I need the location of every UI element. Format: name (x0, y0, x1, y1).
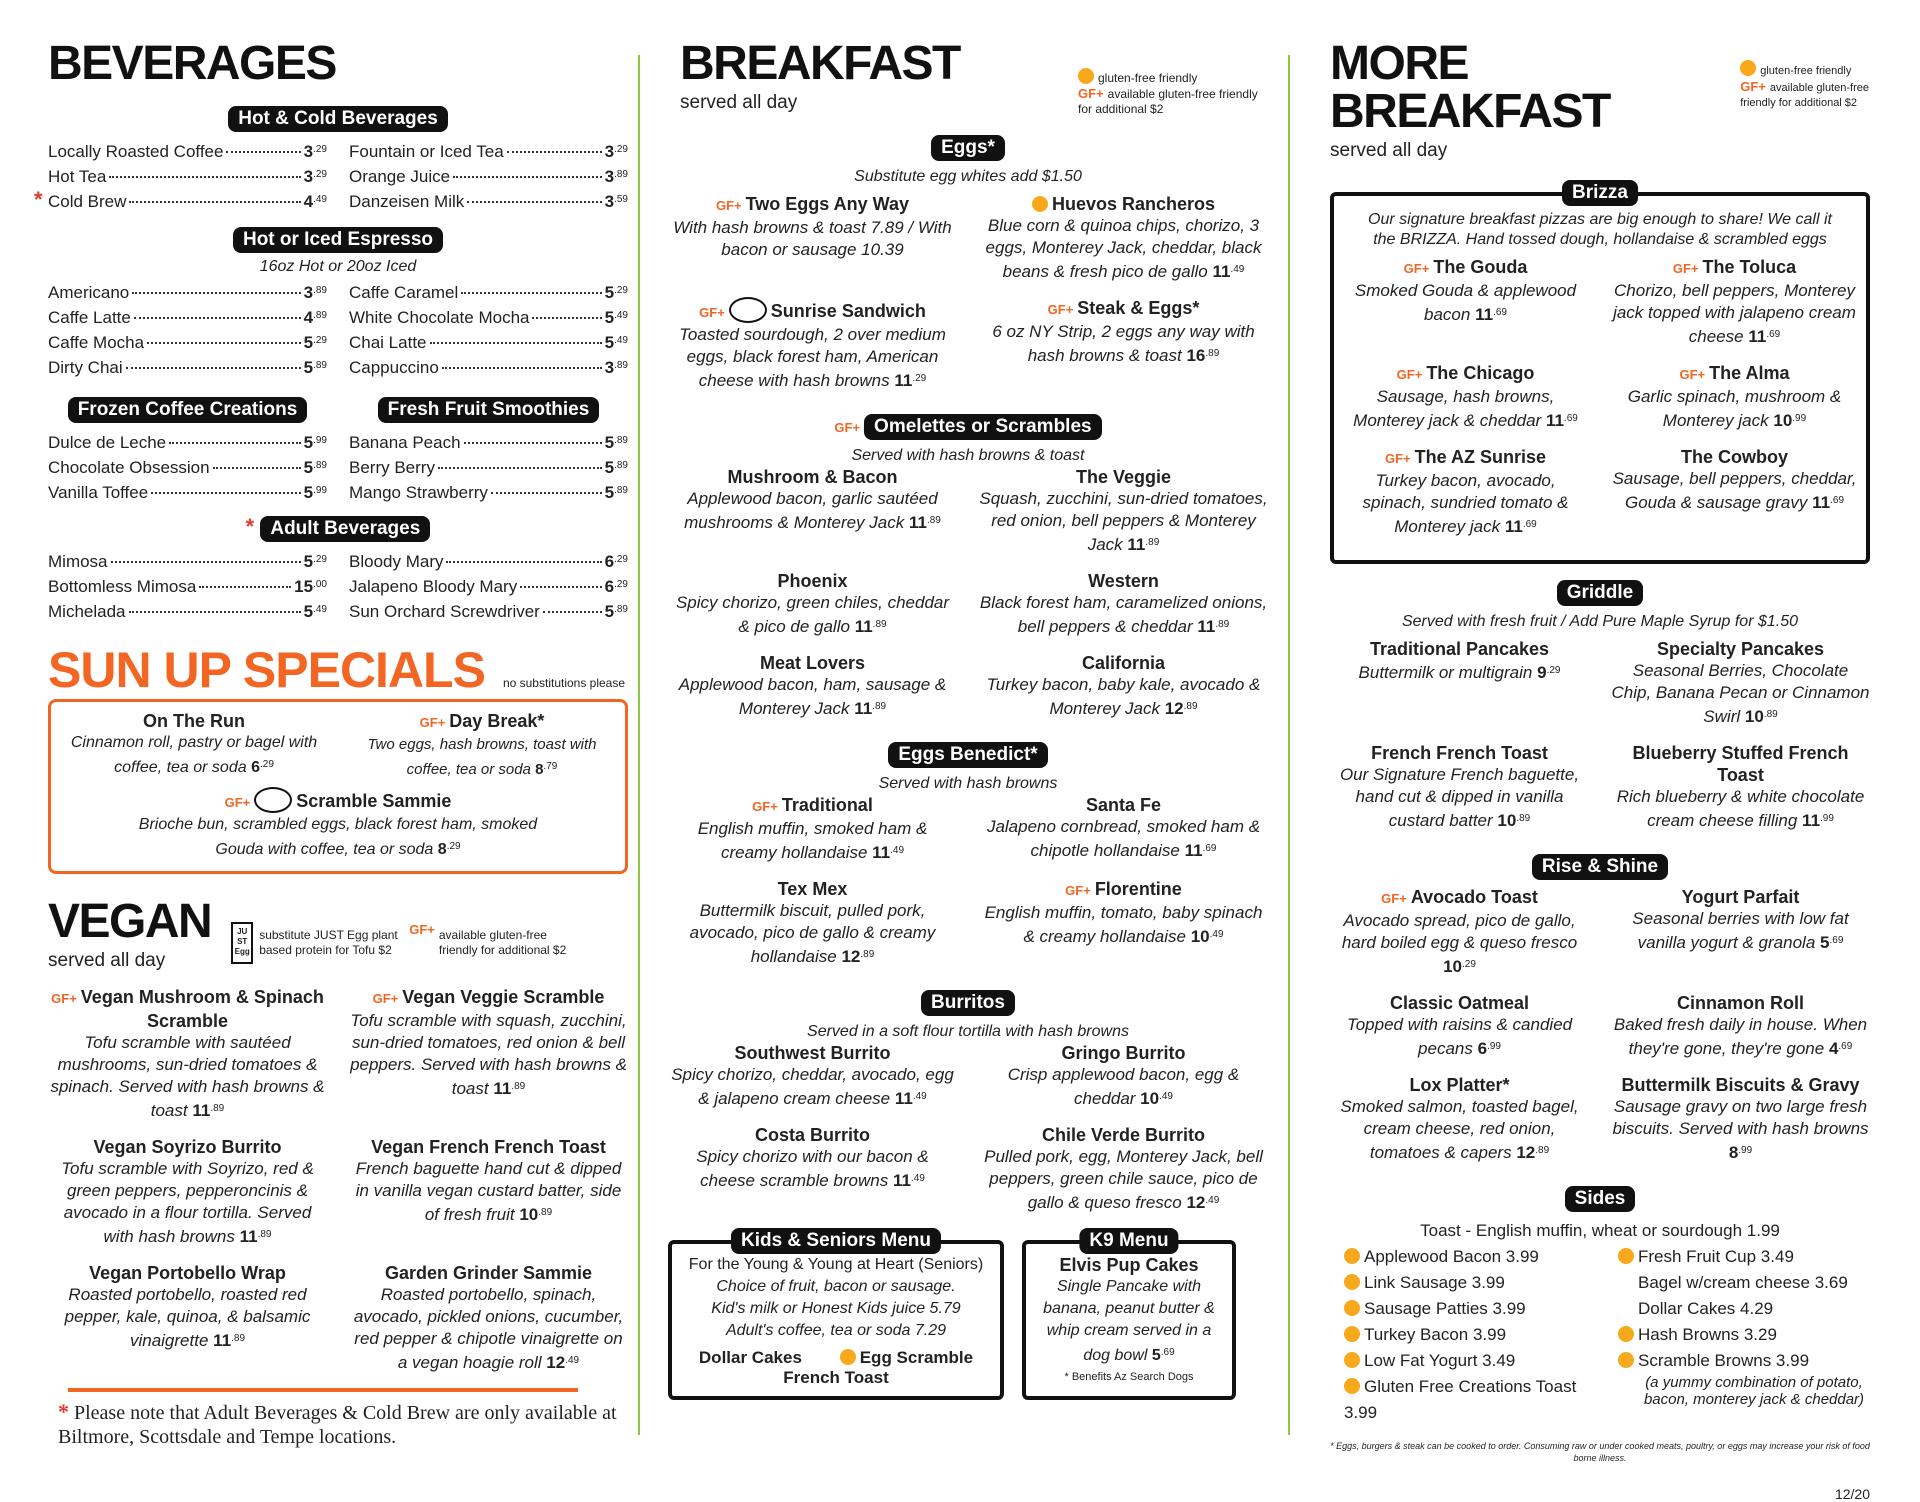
item-price: $5^{.49}$ (604, 308, 628, 327)
item-price: $6^{.29}$ (604, 577, 628, 596)
side-item: Low Fat Yogurt 3.49 (1344, 1348, 1596, 1374)
item-price: $5^{.49}$ (303, 602, 327, 621)
kids-label: Kids & Seniors Menu (731, 1228, 941, 1254)
item-name: Garden Grinder Sammie (384, 1263, 593, 1283)
item-name: Two Eggs Any Way (745, 194, 909, 214)
item-name: Locally Roasted Coffee (48, 142, 224, 161)
adult-list (48, 548, 628, 623)
menu-item (349, 1262, 628, 1374)
menu-item (668, 1042, 957, 1110)
menu-item (1611, 992, 1870, 1060)
menu-item (668, 570, 957, 638)
gf-icon (1344, 1378, 1360, 1394)
item-name: Banana Peach (349, 433, 461, 452)
item-name: Fountain or Iced Tea (349, 142, 504, 161)
item-name: The Alma (1709, 363, 1790, 383)
menu-item (1330, 638, 1589, 728)
item-desc: Sausage, bell peppers, cheddar, Gouda & sausage gravy $11^{.69}$ (1612, 469, 1857, 512)
item-name: The AZ Sunrise (1414, 447, 1546, 467)
item-name: Americano (48, 283, 130, 302)
item-name: On The Run (143, 711, 245, 731)
gf-icon (1618, 1352, 1634, 1368)
item-desc: Avocado spread, pico de gallo, hard boiled egg & queso fresco $10^{.29}$ (1341, 911, 1578, 976)
item-name: Florentine (1094, 879, 1182, 899)
side-item: Dollar Cakes 4.29 (1638, 1299, 1774, 1318)
item-name: Classic Oatmeal (1389, 993, 1530, 1013)
smoothies-list (349, 429, 628, 504)
item-price: $3^{.29}$ (604, 142, 628, 161)
side-item: Sausage Patties 3.99 (1344, 1296, 1596, 1322)
price-row (349, 479, 628, 504)
item-name: The Cowboy (1681, 447, 1788, 467)
item-name: Caffe Mocha (48, 333, 145, 352)
item-price: $6^{.29}$ (604, 552, 628, 571)
item-name: Specialty Pancakes (1656, 639, 1825, 659)
more-sub: served all day (1330, 140, 1448, 161)
item-price: $5^{.29}$ (303, 333, 327, 352)
menu-item (1330, 1074, 1589, 1164)
sunup-box: On The Run Cinnamon roll, pastry or bagel with coffee, tea or soda $6^{.29}$ GF+ Day Break* Two eggs, hash browns, toast with coffee, tea or soda $8^{.79}$ GF+ Scramble Sammie Brioche bun, scrambled eggs, black forest ham, smoked Gouda with coffee, tea or soda $8^{.29}$ (48, 699, 628, 874)
menu-item: GF+ The Chicago Sausage, hash browns, Monterey jack & cheddar $11^{.69}$ (1342, 362, 1589, 432)
item-name: Orange Juice (349, 167, 451, 186)
item-price: $5^{.89}$ (604, 458, 628, 477)
item-desc: Buttermilk or multigrain $9^{.29}$ (1358, 663, 1561, 682)
just-egg-icon: JU ST Egg (231, 922, 253, 964)
item-desc: Pulled pork, egg, Monterey Jack, bell peppers, green chile sauce, pico de gallo & queso fresco $12^{.49}$ (984, 1147, 1263, 1212)
item-name: French French Toast (1371, 743, 1548, 763)
menu-item (1330, 742, 1589, 832)
price-row (349, 188, 628, 213)
price-row: * Cold Brew $4^{.49}$ (34, 187, 327, 212)
item-desc: French baguette hand cut & dipped in vanilla vegan custard batter, side of fresh fruit $10^{.89}$ (355, 1159, 622, 1224)
menu-item: GF+ The Alma Garlic spinach, mushroom & Monterey jack $10^{.99}$ (1611, 362, 1858, 432)
menu-item (1611, 638, 1870, 728)
menu-item (48, 1262, 327, 1374)
item-name: Bottomless Mimosa (48, 577, 197, 596)
item-desc: Sausage, hash browns, Monterey jack & cheddar $11^{.69}$ (1353, 387, 1578, 430)
brizza-box (1330, 182, 1870, 564)
item-name: Cappuccino (349, 358, 439, 377)
item-desc: Garlic spinach, mushroom & Monterey jack $10^{.99}$ (1627, 387, 1842, 430)
price-row (48, 598, 327, 623)
item-desc: Topped with raisins & candied pecans $6^{.99}$ (1346, 1015, 1573, 1058)
item-desc: Crisp applewood bacon, egg & cheddar $10^{.49}$ (1007, 1065, 1240, 1108)
item-desc: Jalapeno cornbread, smoked ham & chipotle hollandaise $11^{.69}$ (986, 817, 1261, 860)
item-desc: Seasonal berries with low fat vanilla yogurt & granola $5^{.69}$ (1632, 909, 1849, 952)
item-name: Vegan Soyrizo Burrito (93, 1137, 282, 1157)
item-price: $4^{.89}$ (303, 308, 327, 327)
menu-item (668, 652, 957, 720)
item-name: The Toluca (1702, 257, 1797, 277)
vegan-items (48, 986, 628, 1388)
espresso-note: 16oz Hot or 20oz Iced (259, 258, 417, 275)
item-name: Jalapeno Bloody Mary (349, 577, 518, 596)
item-name: California (1081, 653, 1165, 673)
sunup-title: SUN UP SPECIALS (48, 642, 485, 698)
benedict-items (668, 794, 1268, 982)
item-desc: Squash, zucchini, sun-dried tomatoes, red onion, bell peppers & Monterey Jack $11^{.89}$ (979, 489, 1268, 554)
item-desc: Applewood bacon, garlic sautéed mushrooms & Monterey Jack $11^{.89}$ (684, 489, 941, 532)
frozen-label: Frozen Coffee Creations (68, 397, 308, 423)
brizza-label: Brizza (1562, 180, 1638, 206)
item-price: $15^{.00}$ (294, 577, 327, 596)
egg-logo-icon (254, 787, 292, 813)
item-name: Berry Berry (349, 458, 435, 477)
rise-label: Rise & Shine (1532, 854, 1668, 880)
beverages-column: BEVERAGES Hot & Cold Beverages Locally Roasted Coffee $3^{.29}$ Hot Tea $3^{.29}$ * Cold Brew $4^{.49}$ Fountain or Iced Tea $3^{.29}$ Orange Juice $3^{.89}$ Danzeisen Milk $3^{.59}$ Hot or Iced Espresso 16oz Hot or 20oz Iced Americano $3^{.89}$ Caffe Latte $4^{.89}$ Caffe Mocha $5^{.29}$ Dirty Chai $5^{.89}$ Caffe Caramel $5^{.29}$ White Chocolate Mocha $5^{.49}$ Chai Latte $5^{.49}$ Cappuccino $3^{.89}$ Frozen Coffee Creations Dulce de Leche $5^{.99}$ Chocolate Obsession $5^{.89}$ Vanilla Toffee $5^{.99}$ Fresh Fruit Smoothies Banana Peach $5^{.89}$ Berry Berry $5^{.89}$ Mango Strawberry $5^{.89}$ * Adult Beverages Mimosa $5^{.29}$ Bottomless Mimosa $15^{.00}$ Michelada $5^{.49}$ Bloody Mary $6^{.29}$ Jalapeno Bloody Mary $6^{.29}$ Sun Orchard Screwdriver $5^{.89}$ SUN UP SPECIALS no substitutions please On The Run Cinnamon roll, pastry or bagel with coffee, tea or soda $6^{.29}$ GF+ Day Break* Two eggs, hash browns, toast with coffee, tea or soda $8^{.79}$ GF+ Scramble Sammie Brioche bun, scrambled eggs, black forest ham, smoked Gouda with coffee, tea or soda $8^{.29}$ VEGAN served all day JU ST Egg substitute JUST Egg plant based protein for Tofu $2 GF+ available gluten-free friendly for additional $2 GF+ Vegan Mushroom & Spinach Scramble Tofu scramble with sautéed mushrooms, sun-dried tomatoes & spinach. Served with hash browns & toast $11^{.89}$ GF+ Vegan Veggie Scramble Tofu scramble with squash, zucchini, sun-dried tomatoes, red onion & bell peppers. Served with hash browns & toast $11^{.89}$ Vegan Soyrizo Burrito Tofu scramble with Soyrizo, red & green peppers, pepperoncinis & avocado in a flour tortilla. Served with hash browns $11^{.89}$ Vegan French French Toast French baguette hand cut & dipped in vanilla vegan custard batter, side of fresh fruit $10^{.89}$ Vegan Portobello Wrap Roasted portobello, roasted red pepper, kale, quinoa, & balsamic vinaigrette $11^{.89}$ Garden Grinder Sammie Roasted portobello, spinach, avocado, pickled onions, cucumber, red pepper & chipotle vinaigrette on a vegan hoagie roll $12^{.49}$ * Please note that Adult Beverages & Cold Brew are only available at Biltmore, Scottsdale and Tempe locations. (34, 37, 628, 1448)
price-row (48, 138, 327, 163)
item-name: Mimosa (48, 552, 108, 571)
item-name: Costa Burrito (754, 1125, 870, 1145)
item-price: $3^{.89}$ (303, 283, 327, 302)
item-desc: Roasted portobello, spinach, avocado, pickled onions, cucumber, red pepper & chipotle vinaigrette on a vegan hoagie roll $12^{.49}$ (353, 1285, 624, 1372)
item-price: $5^{.89}$ (604, 433, 628, 452)
breakfast-title: BREAKFAST (680, 37, 960, 90)
gf-icon (1344, 1274, 1360, 1290)
item-name: Bloody Mary (349, 552, 444, 571)
price-row (349, 138, 628, 163)
price-row (349, 454, 628, 479)
more-breakfast-column: MORE BREAKFAST served all day gluten-free friendly GF+ available gluten-free friendly for additional $2 Brizza Our signature breakfast pizzas are big enough to share! We call it the BRIZZA. Hand tossed dough, hollandaise & scrambled eggs GF+ The Gouda Smoked Gouda & applewood bacon $11^{.69}$ GF+ The Toluca Chorizo, bell peppers, Monterey jack topped with jalapeno cream cheese $11^{.69}$ GF+ The Chicago Sausage, hash browns, Monterey jack & cheddar $11^{.69}$ GF+ The Alma Garlic spinach, mushroom & Monterey jack $10^{.99}$ GF+ The AZ Sunrise Turkey bacon, avocado, spinach, sundried tomato & Monterey jack $11^{.69}$ The Cowboy Sausage, bell peppers, cheddar, Gouda & sausage gravy $11^{.69}$ Griddle Served with fresh fruit / Add Pure Maple Syrup for $1.50 Traditional Pancakes Buttermilk or multigrain $9^{.29}$ Specialty Pancakes Seasonal Berries, Chocolate Chip, Banana Pecan or Cinnamon Swirl $10^{.89}$ French French Toast Our Signature French baguette, hand cut & dipped in vanilla custard batter $10^{.89}$ Blueberry Stuffed French Toast Rich blueberry & white chocolate cream cheese filling $11^{.99}$ Rise & Shine GF+ Avocado Toast Avocado spread, pico de gallo, hard boiled egg & queso fresco $10^{.29}$ Yogurt Parfait Seasonal berries with low fat vanilla yogurt & granola $5^{.69}$ Classic Oatmeal Topped with raisins & candied pecans $6^{.99}$ Cinnamon Roll Baked fresh daily in house. When they're gone, they're gone $4^{.69}$ Lox Platter* Smoked salmon, toasted bagel, cream cheese, red onion, tomatoes & capers $12^{.89}$ Buttermilk Biscuits & Gravy Sausage gravy on two large fresh biscuits. Served with hash browns $8^{.99}$ Sides Toast - English muffin, wheat or sourdough 1.99 Applewood Bacon 3.99 Link Sausage 3.99 Sausage Patties 3.99 Turkey Bacon 3.99 Low Fat Yogurt 3.49 Gluten Free Creations Toast 3.99 Fresh Fruit Cup 3.49 Bagel w/cream cheese 3.69 Dollar Cakes 4.29 Hash Browns 3.29 Scramble Browns 3.99 (a yummy combination of potato, bacon, monterey jack & cheddar) * Eggs, burgers & steak can be cooked to order. Consuming raw or under cooked meats, poultry, or eggs may increase your risk of food borne illness. 12/20 (1330, 37, 1870, 1502)
item-name: Sunrise Sandwich (770, 301, 926, 321)
vegan-sub: served all day (48, 950, 166, 971)
item-name: Day Break* (449, 711, 545, 731)
benedict-note: Served with hash browns (878, 775, 1058, 792)
menu-item: GF+ The AZ Sunrise Turkey bacon, avocado, spinach, sundried tomato & Monterey jack $11^{.69}$ (1342, 446, 1589, 538)
item-name: Chai Latte (349, 333, 427, 352)
item-desc: Applewood bacon, ham, sausage & Monterey Jack $11^{.89}$ (678, 675, 947, 718)
item-price: $4^{.49}$ (303, 192, 327, 211)
price-row (349, 163, 628, 188)
price-row (48, 279, 327, 304)
item-name: Dulce de Leche (48, 433, 167, 452)
gf-icon (1344, 1248, 1360, 1264)
price-row (48, 479, 327, 504)
item-desc: Turkey bacon, baby kale, avocado & Monterey Jack $12^{.89}$ (986, 675, 1261, 718)
item-desc: Spicy chorizo, cheddar, avocado, egg & jalapeno cream cheese $11^{.49}$ (671, 1065, 954, 1108)
side-item: Link Sausage 3.99 (1344, 1270, 1596, 1296)
menu-item (1611, 886, 1870, 978)
item-name: Hot Tea (48, 167, 107, 186)
omelettes-items (668, 466, 1268, 734)
menu-item (668, 466, 957, 556)
item-name: Lox Platter* (1409, 1075, 1510, 1095)
item-desc: Smoked salmon, toasted bagel, cream cheese, red onion, tomatoes & capers $12^{.89}$ (1340, 1097, 1579, 1162)
item-price: $5^{.29}$ (303, 552, 327, 571)
gf-icon (1078, 68, 1094, 84)
menu-item (349, 1136, 628, 1248)
item-name: White Chocolate Mocha (349, 308, 530, 327)
item-price: $5^{.29}$ (604, 283, 628, 302)
item-name: Tex Mex (777, 879, 848, 899)
price-row (349, 548, 628, 573)
egg-logo-icon (729, 297, 767, 323)
adult-label: Adult Beverages (260, 516, 430, 542)
price-row (349, 329, 628, 354)
item-name: Michelada (48, 602, 126, 621)
item-price: $5^{.89}$ (604, 483, 628, 502)
price-row (48, 354, 327, 379)
item-name: Vegan Portobello Wrap (89, 1263, 286, 1283)
hot-cold-list (34, 138, 628, 213)
side-item: Gluten Free Creations Toast 3.99 (1344, 1377, 1577, 1422)
menu-item (979, 570, 1268, 638)
item-name: Yogurt Parfait (1681, 887, 1800, 907)
item-name: Traditional Pancakes (1369, 639, 1550, 659)
omelettes-label: Omelettes or Scrambles (864, 414, 1102, 440)
scramble-note: (a yummy combination of potato, bacon, monterey jack & cheddar) (1643, 1374, 1865, 1408)
gf-icon (1344, 1300, 1360, 1316)
item-name: Mango Strawberry (349, 483, 488, 502)
item-name: Mushroom & Bacon (727, 467, 898, 487)
item-desc: Spicy chorizo with our bacon & cheese scramble browns $11^{.49}$ (696, 1147, 929, 1190)
item-name: Danzeisen Milk (349, 192, 465, 211)
item-desc: English muffin, smoked ham & creamy hollandaise $11^{.49}$ (697, 819, 928, 862)
side-item: Fresh Fruit Cup 3.49 (1618, 1244, 1870, 1270)
rise-items (1330, 886, 1870, 1178)
griddle-label: Griddle (1557, 580, 1644, 606)
sides-left (1344, 1244, 1596, 1426)
gf-icon (1618, 1248, 1634, 1264)
item-desc: With hash browns & toast 7.89 / With bacon or sausage 10.39 (673, 218, 952, 259)
item-name: Avocado Toast (1410, 887, 1538, 907)
sides-label: Sides (1565, 1186, 1636, 1212)
item-desc: Buttermilk biscuit, pulled pork, avocado, pico de gallo & creamy hollandaise $12^{.89}$ (689, 901, 936, 966)
menu-item (48, 1136, 327, 1248)
item-price: $3^{.59}$ (604, 192, 628, 211)
espresso-label: Hot or Iced Espresso (233, 227, 443, 253)
menu-item (1330, 992, 1589, 1060)
item-name: Dirty Chai (48, 358, 123, 377)
item-name: Vegan Mushroom & Spinach Scramble (80, 987, 324, 1031)
side-item: Turkey Bacon 3.99 (1344, 1322, 1596, 1348)
more-title: MORE BREAKFAST (1330, 37, 1610, 138)
menu-item (979, 466, 1268, 556)
item-price: $5^{.99}$ (303, 483, 327, 502)
gf-icon (840, 1349, 856, 1365)
item-name: Vegan Veggie Scramble (402, 987, 605, 1007)
item-price: $5^{.99}$ (303, 433, 327, 452)
disclaimer: * Eggs, burgers & steak can be cooked to order. Consuming raw or under cooked meats, poultry, or eggs may increase your risk of food borne illness. (1330, 1441, 1870, 1463)
item-desc: Sausage gravy on two large fresh biscuits. Served with hash browns $8^{.99}$ (1612, 1097, 1869, 1162)
side-item: Scramble Browns 3.99 (1618, 1348, 1870, 1374)
item-name: Huevos Rancheros (1051, 194, 1216, 214)
column-divider (1288, 55, 1290, 1435)
item-desc: Tofu scramble with squash, zucchini, sun-dried tomatoes, red onion & bell peppers. Served with hash browns & toast $11^{.89}$ (350, 1011, 627, 1098)
k9-label: K9 Menu (1079, 1228, 1178, 1254)
menu-item: GF+ Vegan Veggie Scramble Tofu scramble with squash, zucchini, sun-dried tomatoes, red onion & bell peppers. Served with hash browns & toast $11^{.89}$ (350, 987, 627, 1098)
k9-menu-box: K9 Menu Elvis Pup Cakes Single Pancake with banana, peanut butter & whip cream served in a dog bowl $5^{.69}$ * Benefits Az Search Dogs (1022, 1240, 1236, 1400)
item-name: Scramble Sammie (296, 791, 452, 811)
item-name: Southwest Burrito (734, 1043, 891, 1063)
item-name: Blueberry Stuffed French Toast (1632, 743, 1849, 785)
sunup-note: no substitutions please (502, 676, 626, 690)
menu-item (1611, 446, 1858, 538)
item-price: $3^{.89}$ (604, 167, 628, 186)
item-name: Buttermilk Biscuits & Gravy (1621, 1075, 1860, 1095)
frozen-list (48, 429, 327, 504)
menu-item: GF+ The Gouda Smoked Gouda & applewood bacon $11^{.69}$ (1342, 256, 1589, 348)
gf-icon (1032, 196, 1048, 212)
gf-icon (1344, 1352, 1360, 1368)
price-row (349, 429, 628, 454)
price-row (48, 329, 327, 354)
sides-right (1618, 1244, 1870, 1374)
item-price: $3^{.29}$ (303, 142, 327, 161)
vegan-title: VEGAN (48, 895, 212, 948)
item-name: Traditional (781, 795, 873, 815)
just-note: substitute JUST Egg plant based protein for Tofu $2 (259, 928, 398, 957)
item-price: $3^{.29}$ (303, 167, 327, 186)
menu-item (979, 794, 1268, 864)
price-row (349, 279, 628, 304)
menu-item: GF+ Traditional English muffin, smoked ham & creamy hollandaise $11^{.49}$ (668, 794, 957, 864)
kids-menu-box: Kids & Seniors Menu For the Young & Young at Heart (Seniors) Choice of fruit, bacon or sausage. Kid's milk or Honest Kids juice 5.79 Adult's coffee, tea or soda 7.29 Dollar Cakes Egg Scramble French Toast (668, 1240, 1004, 1400)
omelettes-note: Served with hash browns & toast (851, 447, 1085, 464)
item-desc: Turkey bacon, avocado, spinach, sundried tomato & Monterey jack $11^{.69}$ (1362, 471, 1569, 536)
burritos-note: Served in a soft flour tortilla with hash browns (807, 1023, 1129, 1040)
menu-item (1611, 1074, 1870, 1164)
item-desc: Baked fresh daily in house. When they're gone, they're gone $4^{.69}$ (1613, 1015, 1868, 1058)
item-desc: Seasonal Berries, Chocolate Chip, Banana Pecan or Cinnamon Swirl $10^{.89}$ (1611, 661, 1870, 726)
menu-item (979, 1124, 1268, 1214)
vegan-footnote: Please note that Adult Beverages & Cold Brew are only available at Biltmore, Scottsdale and Tempe locations. (58, 1402, 617, 1448)
brizza-note: Our signature breakfast pizzas are big enough to share! We call it the BRIZZA. Hand tossed dough, hollandaise & scrambled eggs (1368, 211, 1832, 248)
item-desc: Tofu scramble with Soyrizo, red & green peppers, pepperoncinis & avocado in a flour tortilla. Served with hash browns $11^{.89}$ (61, 1159, 314, 1246)
griddle-items (1330, 638, 1870, 846)
side-item: Bagel w/cream cheese 3.69 (1638, 1273, 1848, 1292)
item-name: Gringo Burrito (1061, 1043, 1186, 1063)
breakfast-sub: served all day (680, 92, 798, 113)
smoothies-label: Fresh Fruit Smoothies (378, 397, 600, 423)
item-name: The Gouda (1433, 257, 1528, 277)
burritos-label: Burritos (921, 990, 1015, 1016)
item-desc: Smoked Gouda & applewood bacon $11^{.69}$ (1354, 281, 1577, 324)
price-row (349, 354, 628, 379)
item-desc: Our Signature French baguette, hand cut & dipped in vanilla custard batter $10^{.89}$ (1339, 765, 1580, 830)
price-row (48, 304, 327, 329)
item-name: The Chicago (1426, 363, 1535, 383)
menu-item (1611, 742, 1870, 832)
gf-icon (1740, 60, 1756, 76)
item-desc: English muffin, tomato, baby spinach & creamy hollandaise $10^{.49}$ (984, 903, 1263, 946)
column-divider (638, 55, 640, 1435)
gf-icon (1344, 1326, 1360, 1342)
menu-item (668, 1124, 957, 1214)
item-price: $5^{.49}$ (604, 333, 628, 352)
burritos-items (668, 1042, 1268, 1228)
menu-item (979, 652, 1268, 720)
item-price: $5^{.89}$ (604, 602, 628, 621)
side-item: Hash Browns 3.29 (1618, 1322, 1870, 1348)
menu-item: GF+ Florentine English muffin, tomato, baby spinach & creamy hollandaise $10^{.49}$ (979, 878, 1268, 968)
benedict-label: Eggs Benedict* (888, 742, 1047, 768)
item-price: $5^{.89}$ (303, 358, 327, 377)
item-name: Santa Fe (1085, 795, 1162, 815)
item-desc: Chorizo, bell peppers, Monterey jack topped with jalapeno cream cheese $11^{.69}$ (1613, 281, 1856, 346)
item-price: $3^{.89}$ (604, 358, 628, 377)
menu-item: GF+ Vegan Mushroom & Spinach Scramble Tofu scramble with sautéed mushrooms, sun-dried tomatoes & spinach. Served with hash browns & toast $11^{.89}$ (48, 986, 327, 1122)
price-row (349, 598, 628, 623)
menu-item: GF+ The Toluca Chorizo, bell peppers, Monterey jack topped with jalapeno cream cheese $11^{.69}$ (1611, 256, 1858, 348)
item-desc: Tofu scramble with sautéed mushrooms, sun-dried tomatoes & spinach. Served with hash browns & toast $11^{.89}$ (50, 1033, 325, 1120)
item-name: The Veggie (1075, 467, 1172, 487)
item-name: Vanilla Toffee (48, 483, 149, 502)
toast-line: Toast - English muffin, wheat or sourdough 1.99 (1420, 1221, 1780, 1240)
item-name: Chocolate Obsession (48, 458, 210, 477)
espresso-list (48, 279, 628, 379)
item-name: Western (1088, 571, 1159, 591)
price-row (48, 429, 327, 454)
item-name: Chile Verde Burrito (1041, 1125, 1206, 1145)
vegan-gf-note: available gluten-free friendly for additional $2 (438, 928, 567, 957)
eggs-label: Eggs* (931, 135, 1005, 161)
item-desc: Spicy chorizo, green chiles, cheddar & pico de gallo $11^{.89}$ (675, 593, 950, 636)
breakfast-column: BREAKFAST served all day gluten-free friendly GF+ available gluten-free friendly for additional $2 Eggs* Substitute egg whites add $1.50 GF+ Two Eggs Any Way With hash browns & toast 7.89 / With bacon or sausage 10.39 Huevos Rancheros Blue corn & quinoa chips, chorizo, 3 eggs, Monterey Jack, cheddar, black beans & fresh pico de gallo $11^{.49}$ GF+ Sunrise Sandwich Toasted sourdough, 2 over medium eggs, black forest ham, American cheese with hash browns $11^{.29}$ GF+ Steak & Eggs* 6 oz NY Strip, 2 eggs any way with hash browns & toast $16^{.89}$ GF+ Omelettes or Scrambles Served with hash browns & toast Mushroom & Bacon Applewood bacon, garlic sautéed mushrooms & Monterey Jack $11^{.89}$ The Veggie Squash, zucchini, sun-dried tomatoes, red onion, bell peppers & Monterey Jack $11^{.89}$ Phoenix Spicy chorizo, green chiles, cheddar & pico de gallo $11^{.89}$ Western Black forest ham, caramelized onions, bell peppers & cheddar $11^{.89}$ Meat Lovers Applewood bacon, ham, sausage & Monterey Jack $11^{.89}$ California Turkey bacon, baby kale, avocado & Monterey Jack $12^{.89}$ Eggs Benedict* Served with hash browns GF+ Traditional English muffin, smoked ham & creamy hollandaise $11^{.49}$ Santa Fe Jalapeno cornbread, smoked ham & chipotle hollandaise $11^{.69}$ Tex Mex Buttermilk biscuit, pulled pork, avocado, pico de gallo & creamy hollandaise $12^{.89}$ GF+ Florentine English muffin, tomato, baby spinach & creamy hollandaise $10^{.49}$ Burritos Served in a soft flour tortilla with hash browns Southwest Burrito Spicy chorizo, cheddar, avocado, egg & jalapeno cream cheese $11^{.49}$ Gringo Burrito Crisp applewood bacon, egg & cheddar $10^{.49}$ Costa Burrito Spicy chorizo with our bacon & cheese scramble browns $11^{.49}$ Chile Verde Burrito Pulled pork, egg, Monterey Jack, bell peppers, green chile sauce, pico de gallo & queso fresco $12^{.49}$ Kids & Seniors Menu For the Young & Young at Heart (Seniors) Choice of fruit, bacon or sausage. Kid's milk or Honest Kids juice 5.79 Adult's coffee, tea or soda 7.29 Dollar Cakes Egg Scramble French Toast K9 Menu Elvis Pup Cakes Single Pancake with banana, peanut butter & whip cream served in a dog bowl $5^{.69}$ * Benefits Az Search Dogs (668, 40, 1268, 1400)
item-name: Cinnamon Roll (1677, 993, 1804, 1013)
item-name: Caffe Caramel (349, 283, 459, 302)
hot-cold-label: Hot & Cold Beverages (228, 106, 448, 132)
item-name: Cold Brew (48, 192, 127, 211)
price-row (48, 454, 327, 479)
item-name: Meat Lovers (759, 653, 866, 673)
item-name: Steak & Eggs* (1077, 298, 1200, 318)
eggs-note: Substitute egg whites add $1.50 (854, 168, 1082, 185)
gf-icon (1618, 1326, 1634, 1342)
price-row (349, 304, 628, 329)
price-row (48, 548, 327, 573)
side-item: Applewood Bacon 3.99 (1344, 1244, 1596, 1270)
item-desc: Roasted portobello, roasted red pepper, kale, quinoa, & balsamic vinaigrette $11^{.89}$ (64, 1285, 311, 1350)
beverages-title: BEVERAGES (48, 37, 336, 90)
item-name: Phoenix (777, 571, 848, 591)
price-row (48, 573, 327, 598)
price-row (349, 573, 628, 598)
menu-item (979, 1042, 1268, 1110)
item-name: Sun Orchard Screwdriver (349, 602, 540, 621)
brizza-items (1342, 256, 1858, 552)
item-desc: Black forest ham, caramelized onions, bell peppers & cheddar $11^{.89}$ (979, 593, 1268, 636)
item-name: Vegan French French Toast (371, 1137, 606, 1157)
griddle-note: Served with fresh fruit / Add Pure Maple Syrup for $1.50 (1401, 613, 1799, 630)
item-name: Caffe Latte (48, 308, 131, 327)
price-row (48, 163, 327, 188)
item-price: $5^{.89}$ (303, 458, 327, 477)
page-date: 12/20 (1834, 1486, 1870, 1502)
item-desc: Rich blueberry & white chocolate cream cheese filling $11^{.99}$ (1616, 787, 1865, 830)
menu-item (668, 878, 957, 968)
menu-item: GF+ Avocado Toast Avocado spread, pico de gallo, hard boiled egg & queso fresco $10^{.29}$ (1330, 886, 1589, 978)
